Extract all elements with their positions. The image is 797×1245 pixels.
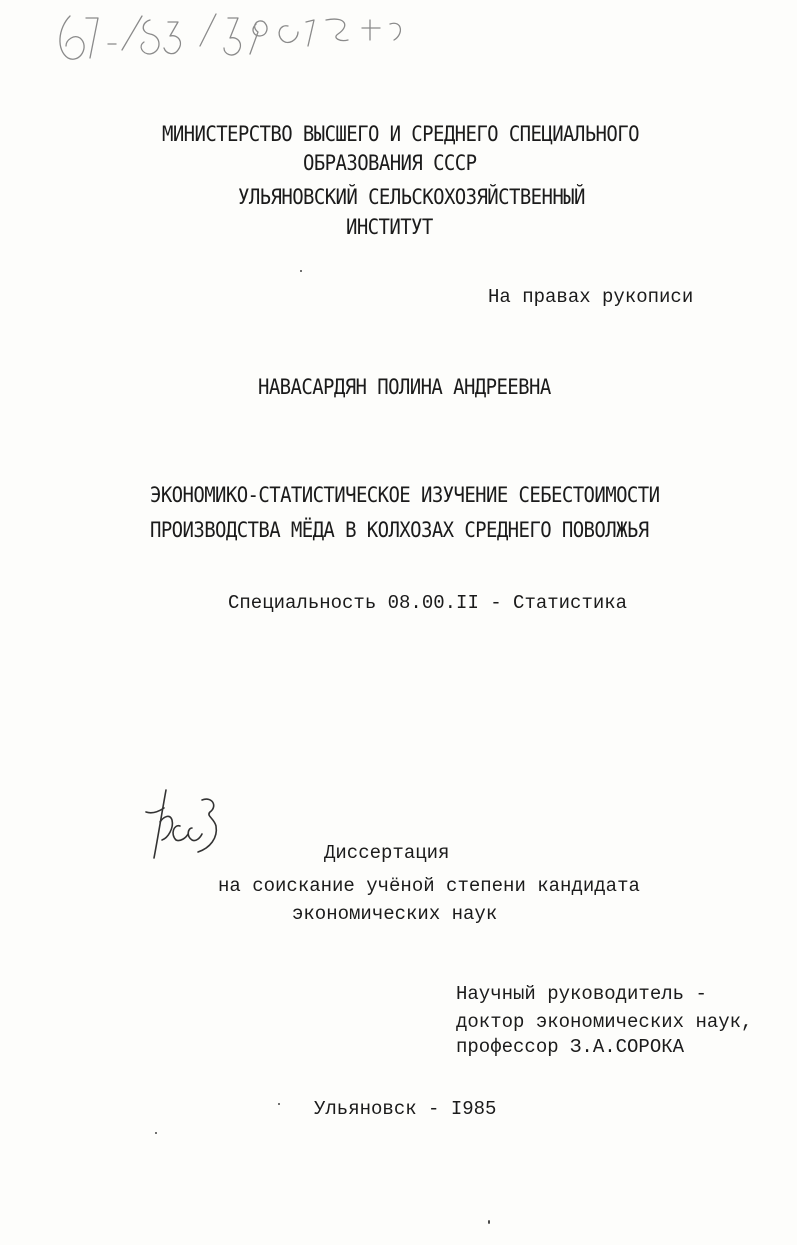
institute-line-1: УЛЬЯНОВСКИЙ СЕЛЬСКОХОЗЯЙСТВЕННЫЙ bbox=[238, 184, 585, 210]
author-name: НАВАСАРДЯН ПОЛИНА АНДРЕЕВНА bbox=[258, 374, 551, 400]
scan-speck bbox=[155, 1132, 157, 1134]
city-year: Ульяновск - I985 bbox=[314, 1098, 497, 1120]
ministry-line-2: ОБРАЗОВАНИЯ СССР bbox=[303, 150, 477, 176]
supervisor-line-3: профессор З.А.СОРОКА bbox=[456, 1036, 685, 1058]
scan-speck bbox=[300, 270, 302, 272]
title-line-2: ПРОИЗВОДСТВА МЁДА В КОЛХОЗАХ СРЕДНЕГО ПОВОЛЖЬЯ bbox=[150, 517, 649, 543]
specialty: Специальность 08.00.II - Статистика bbox=[228, 592, 628, 614]
dissertation-line-1: Диссертация bbox=[324, 842, 450, 864]
institute-line-2: ИНСТИТУТ bbox=[346, 214, 433, 240]
scan-speck bbox=[488, 1220, 490, 1224]
signature-scribble-icon bbox=[140, 782, 230, 862]
handwritten-archive-note-icon bbox=[50, 6, 410, 68]
ministry-line-1: МИНИСТЕРСТВО ВЫСШЕГО И СРЕДНЕГО СПЕЦИАЛЬНОГО bbox=[162, 121, 639, 147]
dissertation-line-2: на соискание учёной степени кандидата bbox=[218, 875, 640, 897]
supervisor-line-2: доктор экономических наук, bbox=[456, 1011, 753, 1033]
manuscript-rights: На правах рукописи bbox=[488, 286, 694, 308]
supervisor-line-1: Научный руководитель - bbox=[456, 983, 707, 1005]
scan-speck bbox=[278, 1103, 280, 1105]
title-line-1: ЭКОНОМИКО-СТАТИСТИЧЕСКОЕ ИЗУЧЕНИЕ СЕБЕСТОИМОСТИ bbox=[150, 482, 660, 508]
dissertation-line-3: экономических наук bbox=[292, 903, 498, 925]
